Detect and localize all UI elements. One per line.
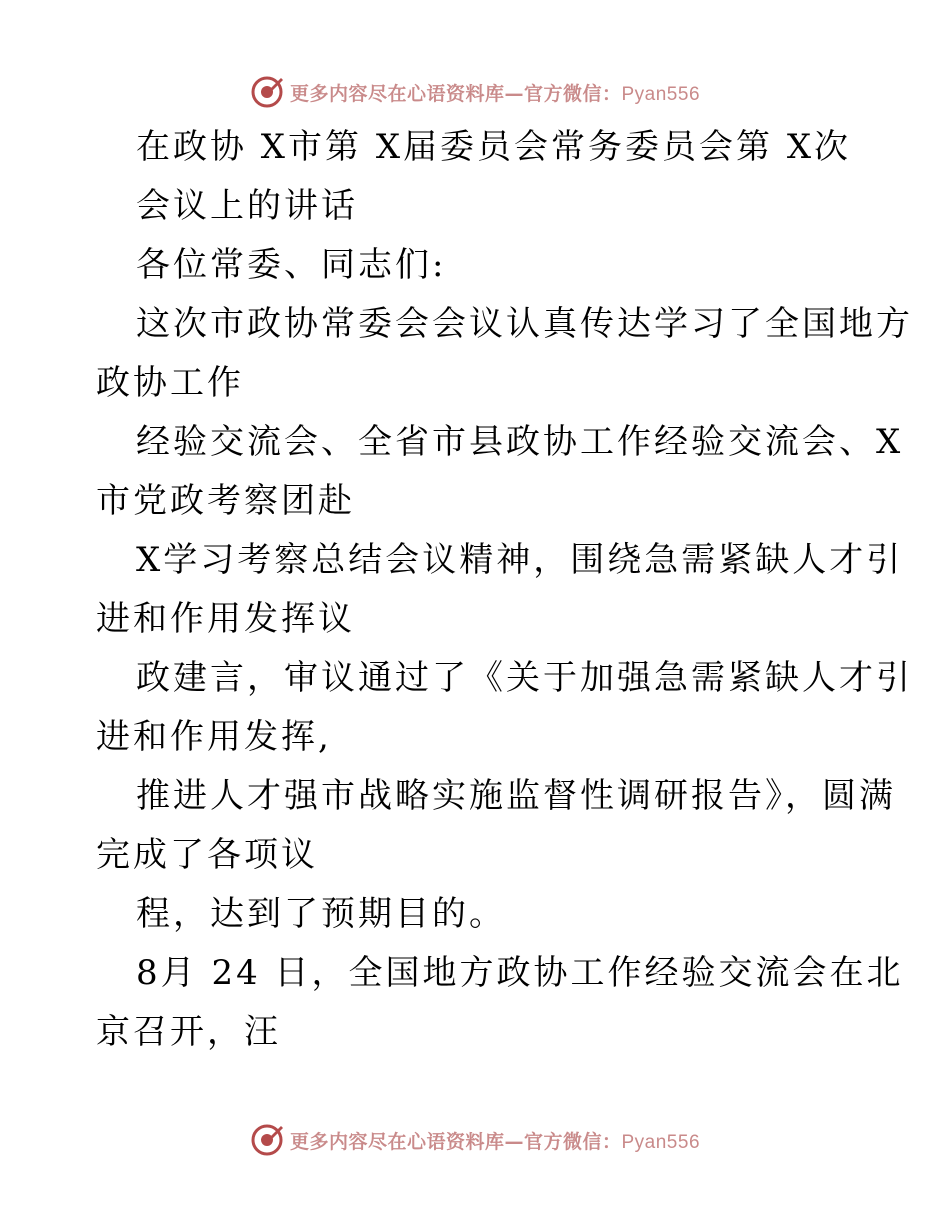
text-line: 会议上的讲话	[136, 186, 358, 226]
watermark-footer	[0, 1120, 950, 1160]
watermark-text	[290, 1127, 700, 1154]
watermark-wechat-id: Pyan556	[621, 83, 701, 105]
text-line: 这次市政协常委会会议认真传达学习了全国地方	[136, 304, 913, 344]
pen-logo-icon	[250, 75, 284, 109]
text-line: 各位常委、同志们:	[136, 245, 447, 285]
text-line: 在政协 X市第 X届委员会常务委员会第 X次	[136, 127, 852, 167]
watermark-text-cn: 更多内容尽在心语资料库—官方微信：	[289, 1130, 622, 1153]
text-line: X学习考察总结会议精神，围绕急需紧缺人才引	[136, 540, 904, 580]
text-line: 市党政考察团赴	[96, 481, 355, 521]
text-line: 完成了各项议	[96, 835, 318, 875]
watermark-text-cn: 更多内容尽在心语资料库—官方微信：	[289, 82, 622, 105]
text-line: 政建言，审议通过了《关于加强急需紧缺人才引	[136, 658, 913, 698]
watermark-text	[290, 79, 700, 106]
text-line: 8月 24 日，全国地方政协工作经验交流会在北	[136, 953, 904, 993]
text-line: 经验交流会、全省市县政协工作经验交流会、X	[136, 422, 904, 462]
text-line: 推进人才强市战略实施监督性调研报告》，圆满	[136, 776, 896, 816]
watermark-wechat-id: Pyan556	[621, 1131, 701, 1153]
text-line: 进和作用发挥,	[96, 717, 332, 757]
pen-logo-icon	[250, 1123, 284, 1157]
text-line: 京召开，汪	[96, 1012, 281, 1052]
text-line: 程，达到了预期目的。	[136, 894, 506, 934]
watermark-header	[0, 72, 950, 112]
text-line: 政协工作	[96, 363, 244, 403]
document-body	[96, 118, 913, 1062]
text-line: 进和作用发挥议	[96, 599, 355, 639]
